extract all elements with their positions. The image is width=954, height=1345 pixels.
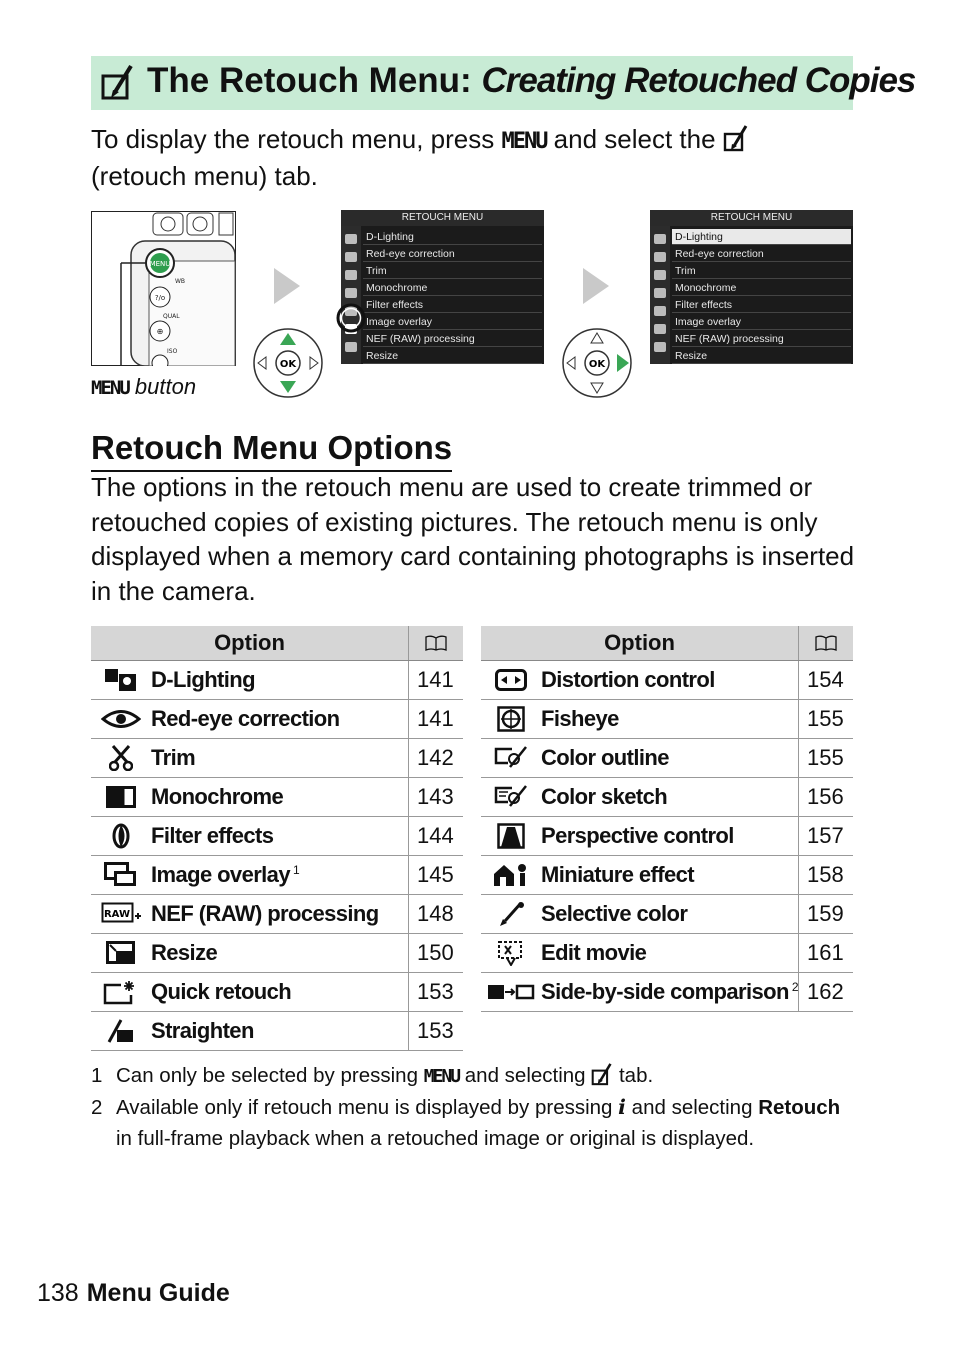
svg-text:ISO: ISO — [167, 348, 178, 355]
menu-key-label: MENU — [501, 129, 547, 154]
table-row: RAW NEF (RAW) processing 148 — [91, 895, 463, 934]
table-row: Filter effects 144 — [91, 817, 463, 856]
chapter-header — [91, 56, 916, 110]
svg-text:OK: OK — [588, 359, 606, 370]
col-option-header: Option — [481, 626, 799, 661]
table-row: Miniature effect 158 — [481, 856, 853, 895]
perspective-icon — [481, 817, 541, 856]
book-icon — [409, 626, 464, 661]
page-title: The Retouch Menu: Creating Retouched Copies — [147, 61, 916, 100]
intro-text: To display the retouch menu, press MENU and select the (retouch menu) tab. — [91, 122, 861, 193]
table-row: Side-by-side comparison $^2$ 162 — [481, 973, 853, 1012]
svg-text:RAW: RAW — [103, 909, 131, 920]
fisheye-icon — [481, 700, 541, 739]
svg-text:QUAL: QUAL — [163, 313, 180, 320]
table-row: Image overlay $^1$ 145 — [91, 856, 463, 895]
table-row: Fisheye 155 — [481, 700, 853, 739]
footnote-2: 2 Available only if retouch menu is displayed by pressing i and selecting Retouch in full-frame playback when a retouched image or original is displayed. — [91, 1095, 841, 1150]
options-table-left — [91, 626, 463, 1051]
svg-text:OK: OK — [279, 359, 297, 370]
table-row: Selective color 159 — [481, 895, 853, 934]
arrow-right-icon — [272, 266, 302, 306]
distortion-icon — [481, 661, 541, 700]
menu-button-caption: MENU button — [91, 374, 197, 399]
table-row: Resize 150 — [91, 934, 463, 973]
red-eye-icon — [91, 700, 151, 739]
arrow-right-icon — [581, 266, 611, 306]
color-outline-icon — [481, 739, 541, 778]
nef-raw-icon — [91, 895, 151, 934]
filter-effects-icon — [91, 817, 151, 856]
retouch-menu-icon — [591, 1062, 613, 1086]
footnotes — [91, 1060, 861, 1154]
retouch-menu-icon — [723, 124, 749, 152]
resize-icon — [91, 934, 151, 973]
svg-text:⊕: ⊕ — [156, 327, 164, 336]
svg-text:?/o: ?/o — [154, 294, 166, 302]
section-body: The options in the retouch menu are used to create trimmed or retouched copies of existing pictures. The retouch menu is only displayed when a memory card containing photographs is inserted in the camera. — [91, 472, 855, 606]
table-row: Trim 142 — [91, 739, 463, 778]
side-by-side-icon — [481, 973, 541, 1012]
selective-color-icon — [481, 895, 541, 934]
book-icon — [799, 626, 854, 661]
table-row: Straighten 153 — [91, 1012, 463, 1051]
multi-selector-right-icon — [561, 327, 633, 399]
table-row: Perspective control 157 — [481, 817, 853, 856]
page-footer — [37, 1276, 230, 1310]
retouch-menu-icon — [101, 64, 135, 100]
svg-text:WB: WB — [175, 278, 186, 285]
table-row: Color sketch 156 — [481, 778, 853, 817]
edit-movie-icon — [481, 934, 541, 973]
footnote-1: 1 Can only be selected by pressing MENU and selecting tab. — [91, 1064, 654, 1087]
table-row: Quick retouch 153 — [91, 973, 463, 1012]
table-row: Edit movie 161 — [481, 934, 853, 973]
section-title: Retouch Menu Options — [91, 426, 452, 472]
color-sketch-icon — [481, 778, 541, 817]
table-row: Monochrome 143 — [91, 778, 463, 817]
straighten-icon — [91, 1012, 151, 1051]
quick-retouch-icon — [91, 973, 151, 1012]
table-row: Color outline 155 — [481, 739, 853, 778]
options-table-right — [481, 626, 853, 1012]
retouch-menu-screen-1: RETOUCH MENU D-Lighting Red-eye correction Trim Monochrome Filter effects Image overlay NEF (RAW) processing Resize — [341, 210, 544, 364]
d-lighting-icon — [91, 661, 151, 700]
page-number: 138 — [37, 1279, 79, 1307]
table-row: Distortion control 154 — [481, 661, 853, 700]
highlight-ring-icon — [335, 302, 367, 334]
col-option-header: Option — [91, 626, 409, 661]
image-overlay-icon — [91, 856, 151, 895]
footer-guide-label: Menu Guide — [86, 1279, 230, 1307]
camera-back-illustration — [91, 211, 236, 366]
trim-icon — [91, 739, 151, 778]
retouch-menu-screen-2: RETOUCH MENU D-Lighting Red-eye correction Trim Monochrome Filter effects Image overlay NEF (RAW) processing Resize — [650, 210, 853, 364]
multi-selector-up-down-icon — [252, 327, 324, 399]
miniature-icon — [481, 856, 541, 895]
svg-text:MENU: MENU — [149, 260, 171, 268]
monochrome-icon — [91, 778, 151, 817]
table-row: Red-eye correction 141 — [91, 700, 463, 739]
table-row: D-Lighting 141 — [91, 661, 463, 700]
